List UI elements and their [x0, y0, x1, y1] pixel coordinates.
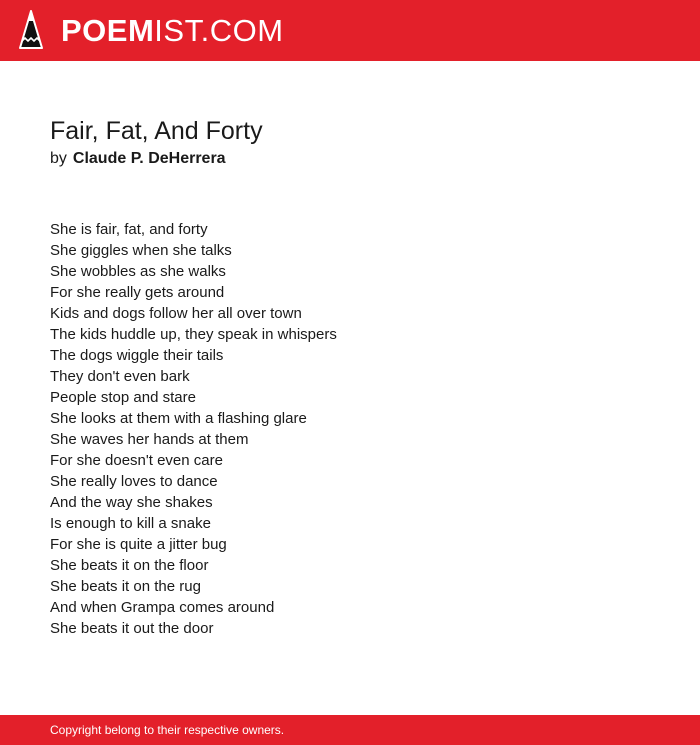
poem-line: And when Grampa comes around [50, 599, 275, 616]
poem-line: She giggles when she talks [50, 242, 232, 259]
poem-title: Fair, Fat, And Forty [50, 117, 263, 145]
poem-line: She beats it on the rug [50, 578, 201, 595]
poem-line: Is enough to kill a snake [50, 515, 211, 532]
poem-line: She looks at them with a flashing glare [50, 410, 307, 427]
poem-line: The dogs wiggle their tails [50, 347, 224, 364]
author-name[interactable]: Claude P. DeHerrera [72, 150, 226, 167]
poem-line: She beats it out the door [50, 620, 214, 637]
poem-line: They don't even bark [50, 368, 190, 385]
logo-text-bold: POEM [61, 13, 155, 48]
site-logo[interactable] [61, 11, 284, 51]
site-footer [0, 715, 700, 745]
poem-line: The kids huddle up, they speak in whispers [50, 326, 337, 343]
poem-line: She beats it on the floor [50, 557, 209, 574]
site-header [0, 0, 700, 61]
copyright-text: Copyright belong to their respective owners. [50, 723, 285, 737]
poem-line: For she is quite a jitter bug [50, 536, 227, 553]
poem-line: She waves her hands at them [50, 431, 249, 448]
poem-line: For she doesn't even care [50, 452, 223, 469]
poem-line: She wobbles as she walks [50, 263, 226, 280]
byline [50, 148, 226, 170]
poem-line: She really loves to dance [50, 473, 218, 490]
poem-line: She is fair, fat, and forty [50, 221, 208, 238]
by-label: by [50, 150, 67, 167]
poem-line: People stop and stare [50, 389, 196, 406]
logo-text-light: IST.COM [154, 13, 284, 48]
pencil-tip-icon[interactable] [18, 10, 44, 51]
poem-line: And the way she shakes [50, 494, 213, 511]
poem-line: Kids and dogs follow her all over town [50, 305, 302, 322]
poem-body [50, 219, 337, 639]
poem-line: For she really gets around [50, 284, 225, 301]
